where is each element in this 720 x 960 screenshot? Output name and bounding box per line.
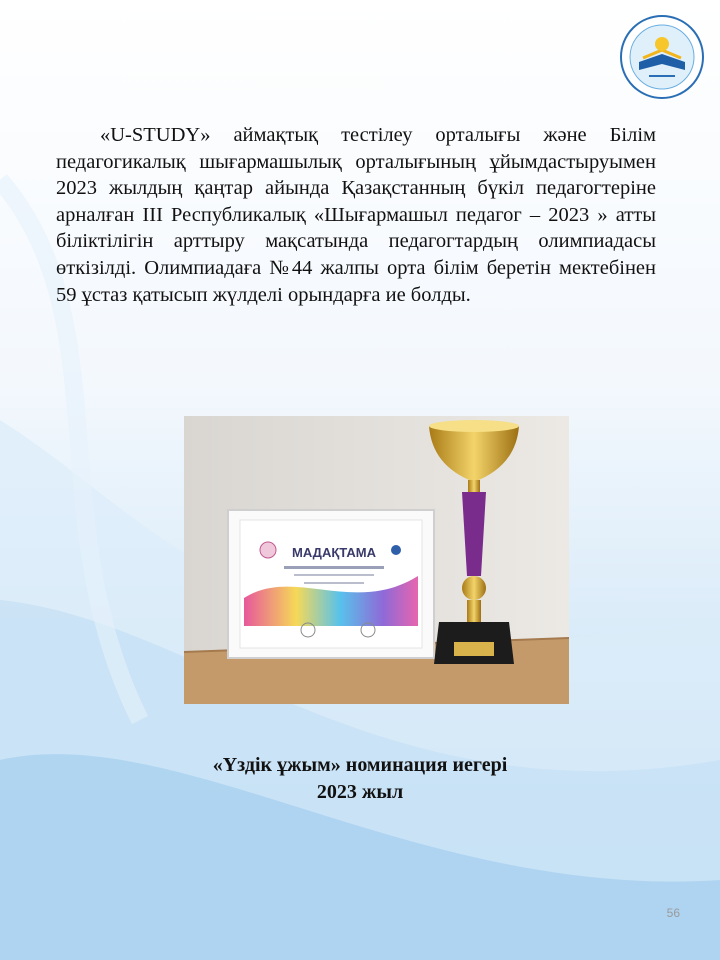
school-logo — [619, 14, 705, 100]
certificate-title: МАДАҚТАМА — [291, 545, 377, 560]
caption — [120, 752, 600, 806]
page-number: 56 — [666, 906, 680, 920]
main-paragraph: «U-STUDY» аймақтық тестілеу орталығы және Білім педагогикалық шығармашылық орталығының ұйымдастыруымен 2023 жылдың қаңтар айында Қазақстанның бүкіл педагогтеріне арналған ІІІ Республикалық «Шығармашыл педагог – 2023 » атты біліктілігін арттыру мақсатында педагогтардың олимпиадасы өткізілді. Олимпиадаға №44 жалпы орта білім беретін мектебінен 59 ұстаз қатысып жүлделі орындарға ие болды. — [56, 124, 656, 306]
caption-line-1: «Үздік ұжым» номинация иегері — [212, 754, 508, 776]
certificate-frame — [228, 510, 434, 658]
caption-line-2: 2023 жыл — [316, 781, 404, 803]
award-photo — [184, 416, 569, 704]
